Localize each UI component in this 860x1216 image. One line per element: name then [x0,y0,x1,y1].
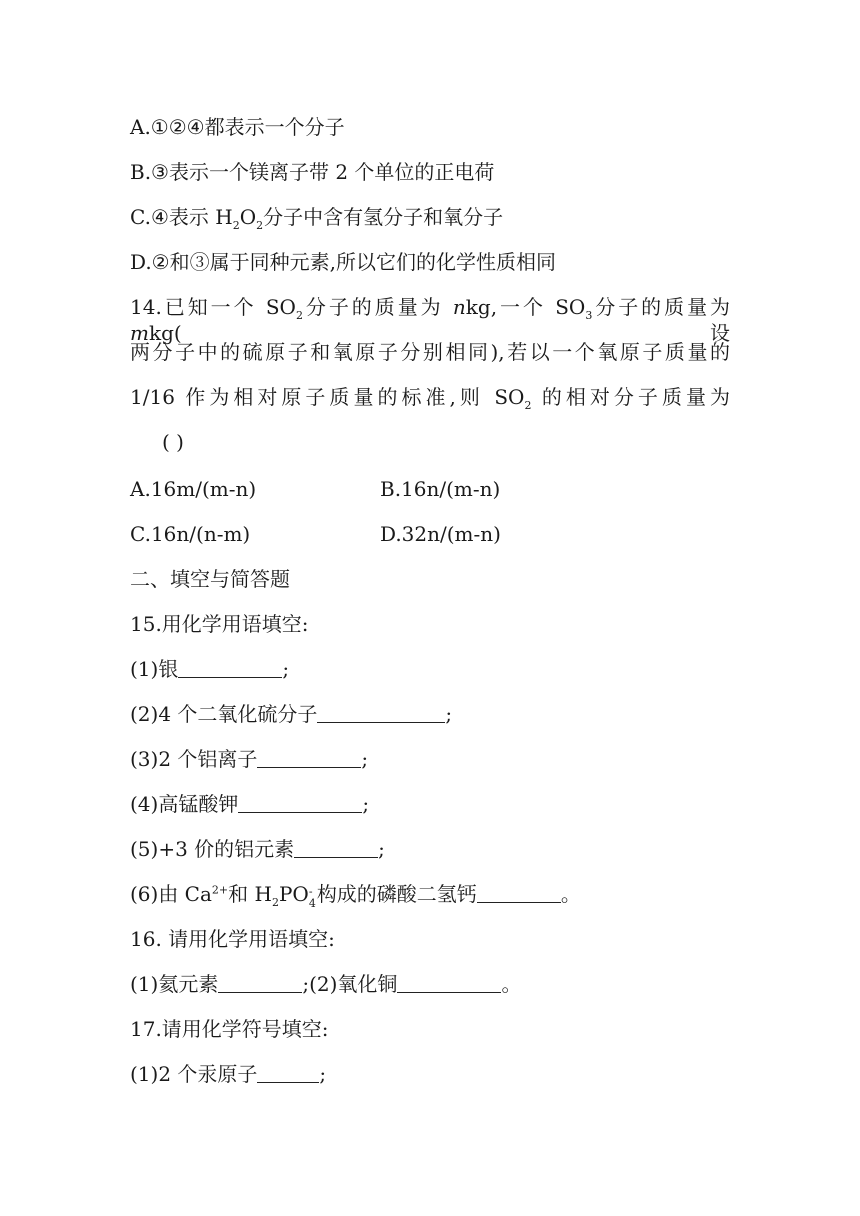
q15-item-1: (1)银 ; [130,657,290,681]
q15-item-2: (2)4 个二氧化硫分子 ; [130,702,453,726]
answer-blank[interactable] [218,974,302,993]
answer-blank[interactable] [257,749,361,768]
answer-blank[interactable] [317,704,445,723]
q14-stem-line2: 两分子中的硫原子和氧原子分别相同),若以一个氧原子质量的 [130,340,730,364]
answer-blank[interactable] [294,839,378,858]
q13-option-b: B.③表示一个镁离子带 2 个单位的正电荷 [130,160,495,184]
q13-option-c: C.④表示 $H_2O_2$分子中含有氢分子和氧分子 [130,205,504,232]
q17-title: 17.请用化学符号填空: [130,1017,329,1041]
q14-option-d: D.32n/(m-n) [380,522,501,546]
q13-option-d: D.②和③属于同种元素,所以它们的化学性质相同 [130,250,556,274]
answer-blank[interactable] [257,1064,319,1083]
q13-option-a: A.①②④都表示一个分子 [130,115,345,139]
q15-title: 15.用化学用语填空: [130,612,309,636]
answer-blank[interactable] [178,659,282,678]
q14-stem-line3: 1/16 作为相对原子质量的标准,则 $SO_2$ 的相对分子质量为 [130,385,731,412]
answer-blank[interactable] [397,974,501,993]
answer-blank[interactable] [477,884,561,903]
q15-item-6: (6)由 $Ca^{2+}$和 $H_2PO$ - 4 构成的磷酸二氢钙 。 [130,882,581,910]
q14-option-a: A.16m/(m-n) [130,477,257,501]
q14-answer-paren: ( ) [162,430,184,454]
q14-option-c: C.16n/(n-m) [130,522,251,546]
q15-item-3: (3)2 个铝离子 ; [130,747,369,771]
section-heading: 二、填空与简答题 [130,567,290,591]
answer-blank[interactable] [238,794,362,813]
q15-item-5: (5)+3 价的铝元素 ; [130,837,385,861]
q14-option-b: B.16n/(m-n) [380,477,501,501]
q16-items: (1)氦元素 ;(2)氧化铜 。 [130,972,522,996]
q17-item-1: (1)2 个汞原子 ; [130,1062,327,1086]
q16-title: 16. 请用化学用语填空: [130,927,335,951]
q15-item-4: (4)高锰酸钾 ; [130,792,370,816]
q14-stem-line1: 14.已知一个 $SO_2$分子的质量为 nkg,一个 $SO_3$分子的质量为 mkg(设 [130,295,731,345]
